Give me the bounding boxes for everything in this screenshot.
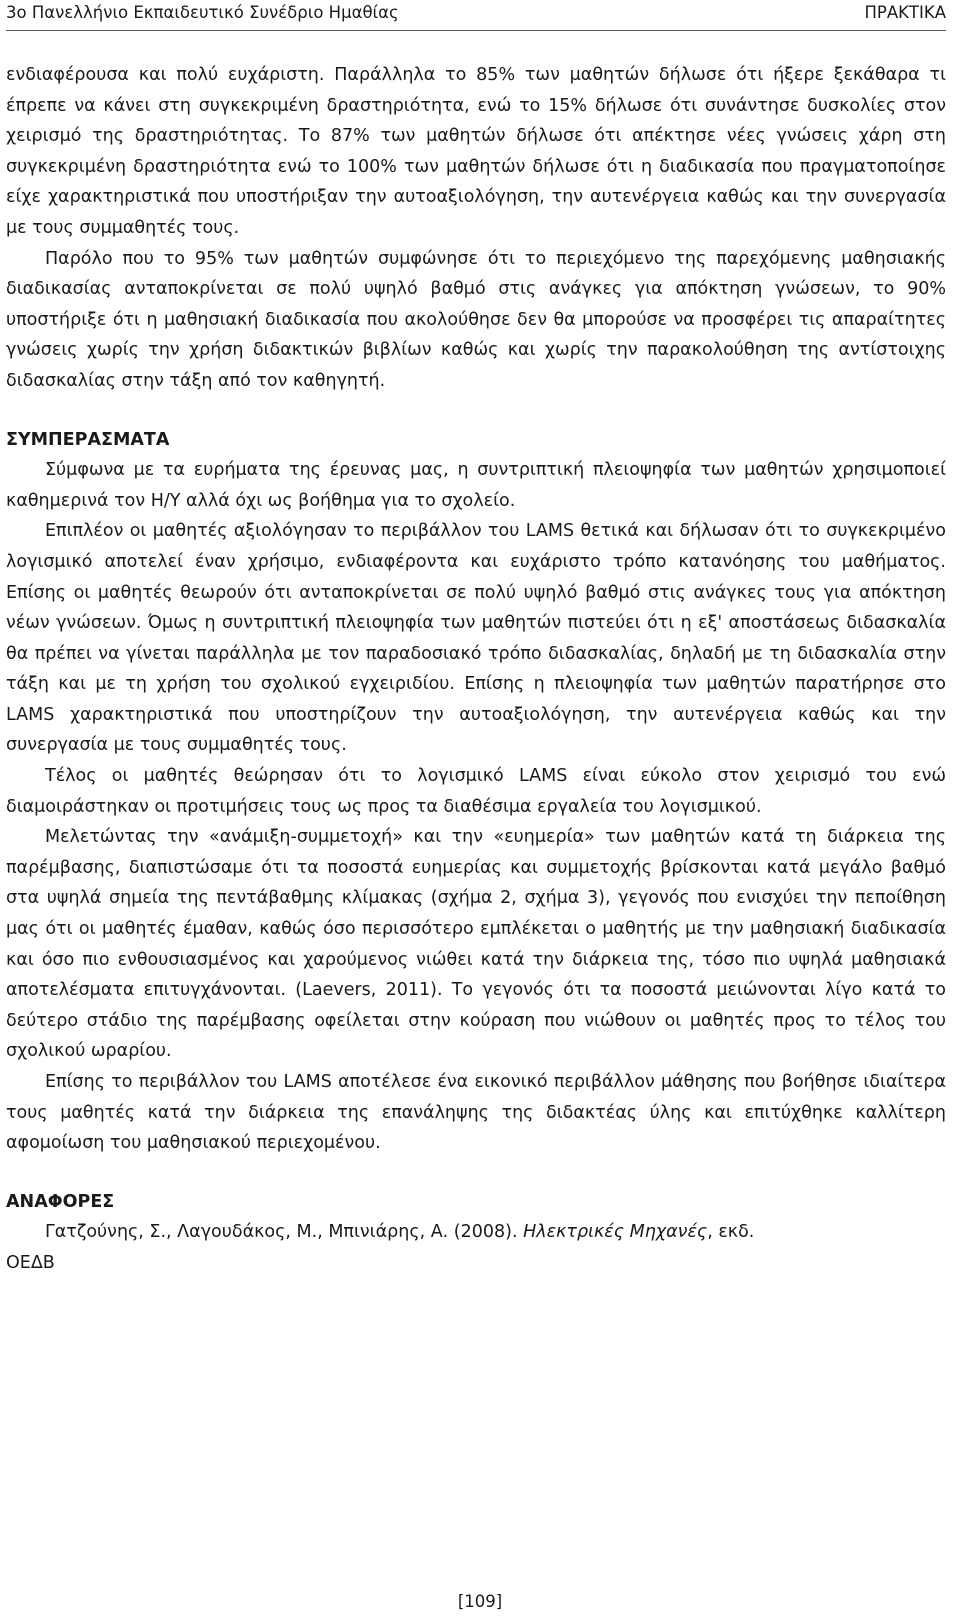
conclusions-paragraph: Τέλος οι μαθητές θεώρησαν ότι το λογισμικό LAMS είναι εύκολο στον χειρισμό του ενώ διαμοιράστηκαν οι προτιμήσεις τους ως προς τα διαθέσιμα εργαλεία του λογισμικού. [6, 766, 946, 817]
reference-entry [6, 1217, 946, 1248]
reference-authors: Γατζούνης, Σ., Λαγουδάκος, Μ., Μπινιάρης, Α. (2008). [45, 1222, 518, 1243]
conclusions-paragraph: Επίσης το περιβάλλον του LAMS αποτέλεσε ένα εικονικό περιβάλλον μάθησης που βοήθησε ιδιαίτερα τους μαθητές κατά την διάρκεια της επανάληψης της διδακτέας ύλης και επιτύχθηκε καλλίτερη αφομοίωση του μαθησιακού περιεχομένου. [6, 1072, 946, 1154]
page-header [6, 0, 946, 31]
proceedings-label: ΠΡΑΚΤΙΚΑ [864, 3, 946, 22]
reference-publisher: , εκδ. [707, 1222, 755, 1243]
conclusions-paragraph: Μελετώντας την «ανάμιξη-συμμετοχή» και την «ευημερία» των μαθητών κατά τη διάρκεια της παρέμβασης, διαπιστώσαμε ότι τα ποσοστά ευημερίας και συμμετοχής βρίσκονται κατά μεγάλο βαθμό στα υψηλά σημεία της πεντάβαθμης κλίμακας (σχήμα 2, σχήμα 3), γεγονός που ενισχύει την πεποίθηση μας ότι οι μαθητές έμαθαν, καθώς όσο περισσότερο εμπλέκεται ο μαθητής με την μαθησιακή διαδικασία και όσο πιο ενθουσιασμένος και χαρούμενος νιώθει κατά την διάρκεια της, τόσο πιο υψηλά μαθησιακά αποτελέσματα επιτυγχάνονται. (Laevers, 2011). Το γεγονός ότι τα ποσοστά μειώνονται λίγο κατά το δεύτερο στάδιο της παρέμβασης οφείλεται στην κούραση που νιώθουν οι μαθητές προς το τέλος του σχολικού ωραρίου. [6, 827, 946, 1062]
body-paragraph: Παρόλο που το 95% των μαθητών συμφώνησε ότι το περιεχόμενο της παρεχόμενης μαθησιακής διαδικασίας ανταποκρίνεται σε πολύ υψηλό βαθμό στις ανάγκες για απόκτηση γνώσεων, το 90% υποστήριξε ότι η μαθησιακή διαδικασία που ακολούθησε δεν θα μπορούσε να προσφέρει τις απαραίτητες γνώσεις χωρίς την χρήση διδακτικών βιβλίων καθώς και χωρίς την παρακολούθηση της αντίστοιχης διδασκαλίας στην τάξη από τον καθηγητή. [6, 248, 946, 391]
conclusions-paragraph: Επιπλέον οι μαθητές αξιολόγησαν το περιβάλλον του LAMS θετικά και δήλωσαν ότι το συγκεκριμένο λογισμικό αποτελεί έναν χρήσιμο, ενδιαφέροντα και ευχάριστο τρόπο κατανόησης του μαθήματος. Επίσης οι μαθητές θεωρούν ότι ανταποκρίνεται σε πολύ υψηλό βαθμό στις ανάγκες τους για απόκτηση νέων γνώσεων. Όμως η συντριπτική πλειοψηφία των μαθητών πιστεύει ότι η εξ' αποστάσεως διδασκαλία θα πρέπει να γίνεται παράλληλα με τον παραδοσιακό τρόπο διδασκαλίας, δηλαδή με τη διδασκαλία στην τάξη και με τη χρήση του σχολικού εγχειριδίου. Επίσης η πλειοψηφία των μαθητών παρατήρησε στο LAMS χαρακτηριστικά που υποστηρίζουν την αυτοαξιολόγηση, την αυτενέργεια καθώς και την συνεργασία με τους συμμαθητές τους. [6, 521, 946, 756]
body-paragraph: ενδιαφέρουσα και πολύ ευχάριστη. Παράλληλα το 85% των μαθητών δήλωσε ότι ήξερε ξεκάθαρα τι έπρεπε να κάνει στη συγκεκριμένη δραστηριότητα, ενώ το 15% δήλωσε ότι συνάντησε δυσκολίες στον χειρισμό της δραστηριότητας. Το 87% των μαθητών δήλωσε ότι απέκτησε νέες γνώσεις χάρη στη συγκεκριμένη δραστηριότητα ενώ το 100% των μαθητών δήλωσε ότι η διαδικασία που πραγματοποίησε είχε χαρακτηριστικά που υποστήριξαν την αυτοαξιολόγηση, την αυτενέργεια καθώς και την συνεργασία με τους συμμαθητές τους. [6, 65, 946, 238]
reference-title: Ηλεκτρικές Μηχανές [523, 1222, 708, 1243]
page-number: [109] [457, 1592, 503, 1611]
reference-continuation: ΟΕΔΒ [6, 1252, 55, 1273]
conclusions-heading: ΣΥΜΠΕΡΑΣΜΑΤΑ [6, 429, 170, 450]
conference-title: 3ο Πανελλήνιο Εκπαιδευτικό Συνέδριο Ημαθίας [6, 3, 399, 22]
references-heading: ΑΝΑΦΟΡΕΣ [6, 1191, 115, 1212]
page-content [6, 60, 946, 1279]
conclusions-paragraph: Σύμφωνα με τα ευρήματα της έρευνας μας, η συντριπτική πλειοψηφία των μαθητών χρησιμοποιεί καθημερινά τον Η/Υ αλλά όχι ως βοήθημα για το σχολείο. [6, 460, 946, 511]
